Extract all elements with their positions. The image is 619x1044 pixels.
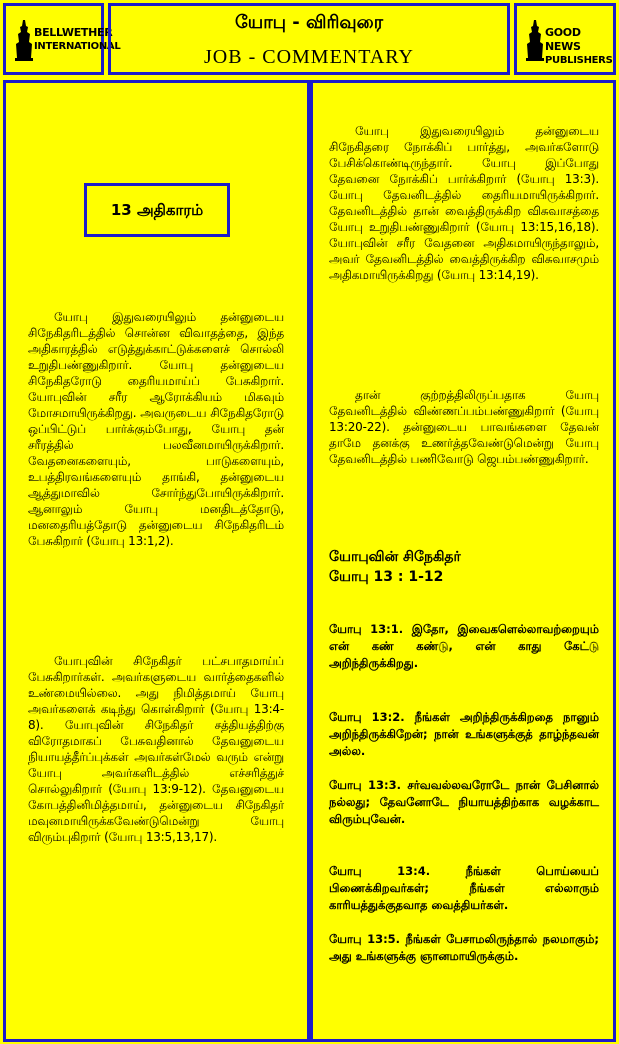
verse-13-3: யோபு 13:3. சர்வவல்லவரோடே நான் பேசினால் நல்லது; தேவனோடே நியாயத்திற்காக வழக்காட விரும்புவேன்.	[329, 778, 599, 826]
verse-13-2: யோபு 13:2. நீங்கள் அறிந்திருக்கிறதை நானும் அறிந்திருக்கிறேன்; நான் உங்களுக்குத் தாழ்ந்தவன் அல்ல.	[329, 710, 599, 758]
good-news-logo-icon	[525, 18, 545, 62]
right-paragraph-2	[329, 387, 599, 467]
section-reference: யோபு 13 : 1-12	[329, 569, 444, 585]
good-news-logo-text	[545, 26, 615, 68]
bellwether-logo-line-2: INTERNATIONAL	[34, 41, 121, 52]
left-logo-box	[3, 3, 121, 75]
bellwether-logo	[12, 14, 121, 64]
left-paragraph-1-text: யோபு இதுவரையிலும் தன்னுடைய சிநேகிதரிடத்தில் சொன்ன விவாதத்தை, இந்த அதிகாரத்தில் எடுத்துக்காட்டுக்களைச் சொல்லி உறுதிபண்ணுகிறார். யோபு தன்னுடைய சிநேகிதரோடு தைரியமாய்ப் பேசுகிறார். யோபுவின் சரீர ஆரோக்கியம் மிகவும் மோசமாயிருக்கிறது. அவருடைய சிநேகிதரோடு ஒப்பிட்டுப் பார்க்கும்போது, யோபு தன் சரீரத்தில் பலவீனமாயிருக்கிறார். வேதனைகளையும், பாடுகளையும், உபத்திரவங்களையும் தாங்கி, தன்னுடைய ஆத்துமாவில் சோர்ந்துபோயிருக்கிறார். ஆனாலும் யோபு மனதிடத்தோடு, மனதைரியத்தோடு தன்னுடைய சிநேகிதரிடம் பேசுகிறார் (யோபு 13:1,2).	[28, 310, 284, 548]
verse-13-5: யோபு 13:5. நீங்கள் பேசாமலிருந்தால் நலமாகும்; அது உங்களுக்கு ஞானமாயிருக்கும்.	[329, 932, 599, 963]
title-box	[108, 3, 510, 75]
bellwether-logo-icon	[14, 18, 34, 62]
left-paragraph-2-text: யோபுவின் சிநேகிதர் பட்சபாதமாய்ப் பேசுகிறார்கள். அவர்களுடைய வார்த்தைகளில் உண்மையில்லை. அது நிமித்தமாய் யோபு அவர்களைக் கடிந்து கொள்கிறார் (யோபு 13:4-8). யோபுவின் சிநேகிதர் சத்தியத்திற்கு விரோதமாகப் பேசுவதினால் தேவனுடைய நியாயத்தீர்ப்புக்கள் அவர்கள்மேல் வரும் என்று யோபு அவர்களிடத்தில் எச்சரித்துச் சொல்லுகிறார் (யோபு 13:9-12). தேவனுடைய கோபத்தினிமித்தமாய், தன்னுடைய சிநேகிதர் மவுனமாயிருக்கவேண்டுமென்று யோபு விரும்புகிறார் (யோபு 13:5,13,17).	[28, 654, 284, 844]
section-title: யோபுவின் சிநேகிதர்	[329, 549, 461, 565]
header	[0, 0, 619, 80]
right-paragraph-2-text: தான் குற்றத்திலிருப்பதாக யோபு தேவனிடத்தில் விண்ணப்பம்பண்ணுகிறார் (யோபு 13:20-22). தன்னுடைய பாவங்களை தேவன் தாமே தனக்கு உணர்த்தவேண்டுமென்று யோபு தேவனிடத்தில் பணிவோடு ஜெபம்பண்ணுகிறார்.	[329, 388, 599, 466]
bellwether-logo-line-1: BELLWETHER	[34, 26, 113, 39]
good-news-logo	[523, 14, 613, 66]
right-column	[310, 80, 616, 1042]
left-column	[3, 80, 310, 1042]
good-news-logo-line-1: GOOD NEWS	[545, 26, 581, 53]
right-paragraph-1-text: யோபு இதுவரையிலும் தன்னுடைய சிநேகிதரை நோக்கிப் பார்த்து, அவர்களோடு பேசிக்கொண்டிருந்தார். யோபு இப்போது தேவனை நோக்கிப் பார்க்கிறார் (யோபு 13:3). யோபு தேவனிடத்தில் தைரியமாயிருக்கிறார். தேவனிடத்தில் தான் வைத்திருக்கிற விசுவாசத்தை யோபு உறுதிபண்ணுகிறார் (யோபு 13:15,16,18). யோபுவின் சரீர வேதனை அதிகமாயிருந்தாலும், அவர் தேவனிடத்தில் வைத்திருக்கிற விசுவாசமும் அதிகமாயிருக்கிறது (யோபு 13:14,19).	[329, 124, 599, 282]
right-logo-box	[514, 3, 616, 75]
page-title-tamil: யோபு - விரிவுரை	[234, 12, 383, 33]
good-news-logo-line-2: PUBLISHERS	[545, 55, 613, 66]
verse-13-4: யோபு 13:4. நீங்கள் பொய்யைப் பிணைக்கிறவர்கள்; நீங்கள் எல்லாரும் காரியத்துக்குதவாத வைத்தியர்கள்.	[329, 864, 599, 912]
bellwether-logo-text	[34, 26, 121, 54]
left-paragraph-1	[28, 309, 284, 549]
chapter-heading: 13 அதிகாரம்	[84, 183, 230, 237]
section-heading	[329, 547, 599, 587]
right-paragraph-1	[329, 123, 599, 283]
left-paragraph-2	[28, 653, 284, 845]
page-title-english: JOB - COMMENTARY	[204, 46, 414, 68]
verse-13-1: யோபு 13:1. இதோ, இவைகளெல்லாவற்றையும் என் கண் கண்டு, என் காது கேட்டு அறிந்திருக்கிறது.	[329, 622, 599, 670]
